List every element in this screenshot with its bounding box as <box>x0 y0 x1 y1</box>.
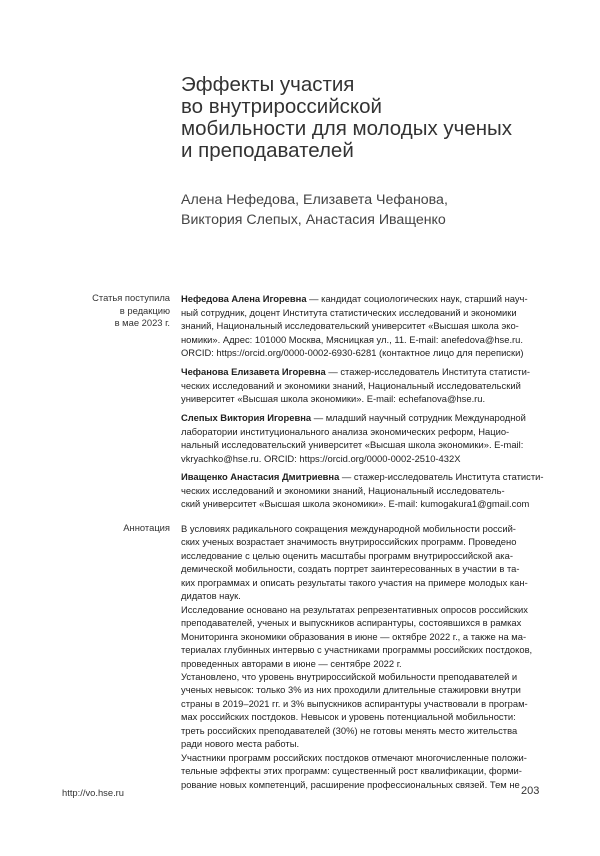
abstract-line: демической мобильности, создать портрет заинтересованных в участии в та- <box>181 563 520 575</box>
bio-line: ный сотрудник, доцент Института статистических исследований и экономики <box>181 306 517 318</box>
authors <box>181 190 581 230</box>
abstract-line: исследование с целью оценить масштабы программ внутрироссийской ака- <box>181 549 513 561</box>
bio-line: ческих исследований и экономики знаний, Национальный исследователь- <box>181 484 505 496</box>
author-name: Чефанова Елизавета Игоревна <box>181 366 326 377</box>
abstract-line: Участники программ российских постдоков отмечают многочисленные положи- <box>181 751 527 763</box>
abstract-line: Исследование основано на результатах репрезентативных опросов российских <box>181 603 528 615</box>
author-name: Иващенко Анастасия Дмитриевна <box>181 471 340 482</box>
author-name: Нефедова Алена Игоревна <box>181 293 307 304</box>
abstract-line: рование новых компетенций, расширение профессиональных связей. Тем не <box>181 778 520 790</box>
title-line: мобильности для молодых ученых <box>181 117 513 140</box>
received-note-line: в мае 2023 г. <box>114 317 170 328</box>
abstract-label: Аннотация <box>123 522 170 533</box>
abstract-line: дидатов наук. <box>181 590 241 602</box>
bio-line: — кандидат социологических наук, старший науч- <box>306 293 528 304</box>
received-note <box>60 292 170 330</box>
abstract-line: Мониторинга экономики образования в июне — октябре 2022 г., а также на ма- <box>181 630 527 642</box>
abstract-line: проведенных авторами в июне — сентябре 2022 г. <box>181 657 402 669</box>
author-bio <box>181 470 546 511</box>
abstract-line: ких программах и описать результаты такого участия на примере молодых кан- <box>181 576 528 588</box>
author-bio <box>181 292 546 360</box>
bio-line: знаний, Национальный исследовательский университет «Высшая школа эко- <box>181 320 519 331</box>
received-note-line: Статья поступила <box>92 292 170 303</box>
abstract-line: ученых невысок: только 3% из них проходили длительные стажировки внутри <box>181 684 521 696</box>
author-name: Слепых Виктория Игоревна <box>181 412 312 423</box>
abstract-line: тельные эффекты этих программ: существенный рост квалификации, форми- <box>181 765 522 777</box>
title-line: во внутрироссийской <box>181 95 382 118</box>
abstract-line: В условиях радикального сокращения международной мобильности россий- <box>181 523 516 534</box>
bio-line: — младший научный сотрудник Международной <box>311 412 526 423</box>
bio-line: — стажер-исследователь Института статисти- <box>325 366 530 377</box>
abstract-line: ради нового места работы. <box>181 738 300 750</box>
bio-line: ческих исследований и экономики знаний, Национальный исследовательский <box>181 379 521 391</box>
authors-line: Виктория Слепых, Анастасия Иващенко <box>181 212 446 228</box>
journal-url: http://vo.hse.ru <box>62 787 125 798</box>
author-bio <box>181 365 546 406</box>
abstract-line: преподавателей, ученых и выпускников аспирантуры, состоявшихся в рамках <box>181 617 522 629</box>
title-line: и преподавателей <box>181 139 354 162</box>
bio-line: университет «Высшая школа экономики». E-mail: echefanova@hse.ru. <box>181 393 486 404</box>
page-number: 203 <box>521 785 540 797</box>
bio-line: ский университет «Высшая школа экономики». E-mail: kumogakura1@gmail.com <box>181 498 530 509</box>
abstract-line: треть российских преподавателей (30%) не готовы менять место жительства <box>181 724 518 736</box>
authors-line: Алена Нефедова, Елизавета Чефанова, <box>181 192 448 208</box>
abstract-line: мах российских постдоков. Невысок и уровень потенциальной мобильности: <box>181 711 516 723</box>
abstract-line: страны в 2019–2021 гг. и 3% выпускников аспирантуры участвовали в програм- <box>181 697 528 709</box>
author-bio <box>181 411 546 465</box>
bio-line: лаборатории институционального анализа экономических реформ, Нацио- <box>181 425 510 437</box>
abstract-line: Установлено, что уровень внутрироссийской мобильности преподавателей и <box>181 670 518 682</box>
received-note-line: в редакцию <box>119 304 170 316</box>
bio-line: номики». Адрес: 101000 Москва, Мясницкая ул., 11. E-mail: anefedova@hse.ru. <box>181 333 523 345</box>
abstract-line: ских ученых возрастает значимость внутрироссийских программ. Проведено <box>181 536 517 548</box>
title-line: Эффекты участия <box>181 73 355 96</box>
bio-line: ORCID: https://orcid.org/0000-0002-6930-6281 (контактное лицо для переписки) <box>181 347 524 358</box>
abstract-body <box>181 522 546 791</box>
bio-line: нальный исследовательский университет «Высшая школа экономики». E-mail: <box>181 439 524 450</box>
article-title <box>181 74 581 162</box>
bio-line: — стажер-исследователь Института статисти- <box>339 471 544 482</box>
bio-line: vkryachko@hse.ru. ORCID: https://orcid.org/0000-0002-2510-432X <box>181 452 461 464</box>
abstract-line: териалах глубинных интервью с участниками программы российских постдоков, <box>181 644 533 656</box>
